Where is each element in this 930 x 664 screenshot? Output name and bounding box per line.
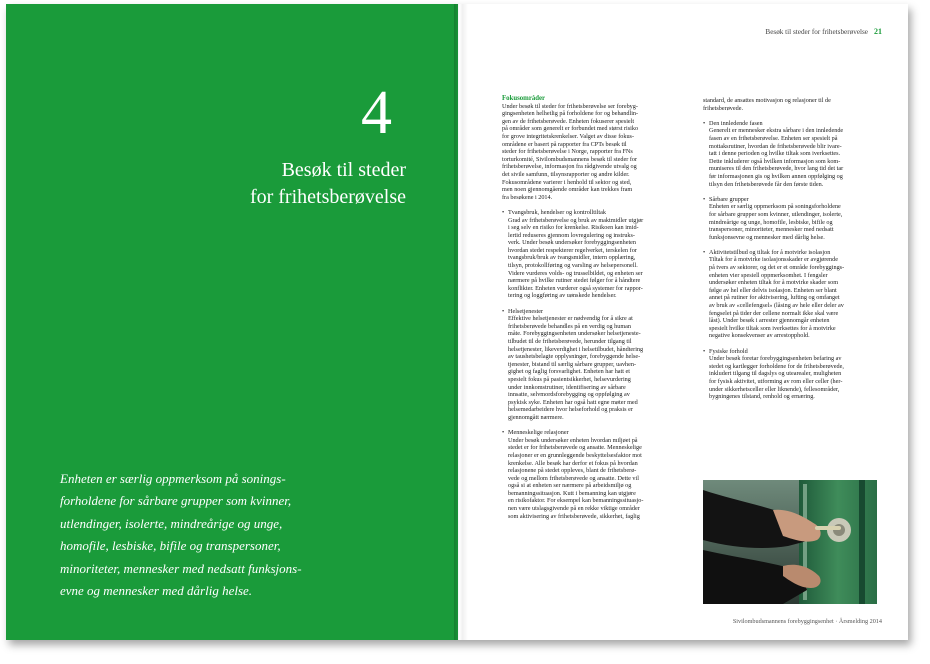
chapter-title-line: for frihetsberøvelse <box>249 186 406 208</box>
text-line: enheten vier spesiell oppmerksomhet. I fengsler <box>709 271 828 279</box>
pull-quote-line: minoriteter, mennesker med nedsatt funksjons- <box>60 560 302 576</box>
text-line: inkludert tilgang til dagslys og utearealer, muligheten <box>709 370 842 378</box>
text-line: spesielt hvilke tiltak som iverksettes for å motvirke <box>709 324 836 332</box>
text-line: funksjonsevne og mennesker med dårlig helse. <box>709 233 825 241</box>
text-line: undersøker enheten tiltak for å motvirke skader som <box>709 279 839 287</box>
text-line: psykisk syke. Enheten har også hatt egne møter med <box>508 398 638 406</box>
text-line: tvangsbruk/bruk av tvangsmidler, intern opplæring, <box>508 254 636 262</box>
text-line: det sivile samfunn, tilsynsrapporter og andre kilder. <box>502 170 630 178</box>
text-line: gighet og faglig forsvarlighet. Enheten har hatt et <box>508 368 630 376</box>
text-line: negative konsekvenser av arrestopphold. <box>709 332 810 340</box>
text-line: låst). Under besøk i arrester gjennomgår enheten <box>709 317 830 325</box>
pull-quote <box>60 468 360 602</box>
text-line: Effektive helsetjenester er nødvendig for å sikre at <box>508 315 633 323</box>
page-number: 21 <box>874 27 882 36</box>
text-line: en risikofaktor. For eksempel kan bemanningssituasjo- <box>508 497 644 505</box>
text-line: mottaksrutiner, hvordan de frihetsberøvede blir ivare- <box>709 142 842 150</box>
text-line: torturkomité, Sivilombudsmannens besøk til steder for <box>502 155 638 163</box>
text-line: for sårbare grupper som kvinner, utlendinger, isolerte, <box>709 210 843 218</box>
paragraph-gap <box>502 422 682 430</box>
pull-quote-line: homofile, lesbiske, bifile og transpersoner, <box>60 538 281 554</box>
text-line: som aktivisering av frihetsberøvede, sikkerhet, faglig <box>508 512 640 520</box>
text-line: fra besøkene i 2014. <box>502 193 553 201</box>
chapter-number: 4 <box>361 79 392 147</box>
text-line: verk. Under besøk undersøker forebyggingsenheten <box>508 239 637 247</box>
text-line: lertid reduseres gjennom lovregulering og instruks- <box>508 231 635 239</box>
text-line: for fysisk aktivitet, utforming av rom eller celler (her- <box>709 377 843 385</box>
text-line: helsemedarbeidere hvor helseforhold og praksis er <box>508 406 633 414</box>
text-line: relasjoner er en grunnleggende beskyttelsesfaktor mot <box>508 451 642 459</box>
photo-illustration <box>703 480 877 604</box>
text-line: stedet er for frihetsberøvede og ansatte. Menneskelige <box>508 444 642 452</box>
text-line: under sikkerhetsceller eller liknende), fellesområder, <box>709 385 840 393</box>
text-line: men noen gjennomgående områder kan trekkes fram <box>502 186 633 194</box>
paragraph-gap <box>703 241 883 249</box>
chapter-title-line: Besøk til steder <box>281 159 406 181</box>
text-column-2 <box>703 97 883 401</box>
paragraph-gap <box>703 112 883 120</box>
text-line: frihetsberøvede behandles på en verdig og human <box>508 322 632 330</box>
pull-quote-line: Enheten er særlig oppmerksom på sonings- <box>60 471 286 486</box>
chapter-title <box>106 157 406 211</box>
photo-hand-unlocking-cell-door-icon <box>703 480 877 604</box>
page-footer: Sivilombudsmannens forebyggingsenhet · Årsmelding 2014 <box>732 618 882 625</box>
text-line: frihetsberøvelse, informasjon fra rådgivende utvalg og <box>502 163 637 171</box>
text-line: muniseres til den frihetsberøvede, hvor lang tid det tar <box>709 165 844 173</box>
text-line: innsatte, selvmordsforebygging og oppfølging av <box>508 391 630 399</box>
bullet-heading: • Den innledende fasen <box>703 120 883 128</box>
text-line: gen av de frihetsberøvede. Enheten fokuserer spesielt <box>502 117 635 125</box>
text-line: Videre vurderes volds- og trusselbildet, og enheten ser <box>508 269 643 277</box>
running-head <box>765 27 882 36</box>
text-line: hvordan stedet respekterer regelverket, terskelen for <box>508 246 637 254</box>
text-line: vede og mellom frihetsberøvede og ansatte. Dette vil <box>508 474 639 482</box>
text-line: standard, de ansattes motivasjon og relasjoner til de <box>703 97 831 104</box>
text-line: Under besøk undersøker enheten hvordan miljøet på <box>508 436 638 444</box>
text-line: tilsyn den frihetsberøvede får den første tiden. <box>709 180 824 188</box>
text-line: mindreårige og unge, homofile, lesbiske, bifile og <box>709 218 833 226</box>
bullet-heading: • Aktivitetstilbud og tiltak for å motvirke isolasjon <box>703 249 883 257</box>
text-line: annet på rutiner for aktivisering, lufting og omfanget <box>709 294 840 302</box>
text-line: Fokusområdene varierer i henhold til sektor og sted, <box>502 178 632 186</box>
section-heading: Fokusområder <box>502 95 546 102</box>
text-line: konflikter. Enheten vurderer også systemer for rappor- <box>508 284 643 292</box>
text-line: fengselet på tider der cellene normalt ikke skal være <box>709 309 839 317</box>
text-line: frihetsberøvede. <box>703 104 744 112</box>
bullet-heading: • Sårbare grupper <box>703 196 883 204</box>
text-line: transpersoner, minoriteter, mennesker med nedsatt <box>709 226 834 234</box>
text-line: tjenester, bistand til særlig sårbare grupper, uavhen- <box>508 360 637 368</box>
bullet-heading: • Fysiske forhold <box>703 348 883 356</box>
text-line: gjennomgått nærmere. <box>508 413 564 421</box>
bullet-heading: • Menneskelige relasjoner <box>502 429 682 437</box>
text-line: følge av hel eller delvis isolasjon. Enheten ser blant <box>709 286 837 294</box>
text-line: tilsyn, protokollføring og varsling av helsepersonell. <box>508 262 638 270</box>
text-line: områdene er basert på rapporter fra CPTs besøk til <box>502 140 627 148</box>
text-line: bemanningssituasjon. Kutt i bemanning kan utgjøre <box>508 489 636 497</box>
text-line: nen være utslagsgivende på en rekke viktige områder <box>508 505 640 513</box>
text-line: Enheten er særlig oppmerksom på soningsforholdene <box>709 203 841 211</box>
text-column-1 <box>502 95 682 520</box>
text-line: Dette inkluderer også hvilken informasjon som kom- <box>709 157 841 165</box>
text-line: bygningenes tilstand, renhold og ernæring. <box>709 393 815 401</box>
paragraph-gap <box>703 340 883 348</box>
text-line: måte. Forebyggingsenheten undersøker helsetjeneste- <box>508 330 641 338</box>
pull-quote-line: forholdene for sårbare grupper som kvinner, <box>60 493 292 509</box>
text-line: relasjonene på stedet oppleves, blant de frihetsberø- <box>508 467 637 475</box>
text-line: Under besøk foretar forebyggingsenheten befaring av <box>709 355 842 363</box>
text-line: nærmere på hvilke rutiner stedet følger for å håndtere <box>508 277 641 285</box>
paragraph-gap <box>703 188 883 196</box>
book-spread <box>6 4 908 640</box>
text-line: Generelt er mennesker ekstra sårbare i den innledende <box>709 127 844 135</box>
text-line: før informasjonen gis og hvilken annen oppfølging og <box>709 172 843 180</box>
pull-quote-line: utlendinger, isolerte, mindreårige og unge, <box>60 515 283 531</box>
text-line: under innkomstrutiner, identifisering av sårbare <box>508 383 626 391</box>
text-line: gingsenheten helhetlig på forholdene for og behandlin- <box>502 110 639 118</box>
text-line: fasen av en frihetsberøvelse. Enheten ser spesielt på <box>709 134 838 142</box>
text-line: Grad av frihetsberøvelse og bruk av maktmidler utgjør <box>508 216 644 224</box>
text-line: spesielt fokus på pasientsikkerhet, helsevurdering <box>508 375 631 383</box>
paragraph-gap <box>502 300 682 308</box>
text-line: tilbudet til de frihetsberøvede, herunder tilgang til <box>508 338 632 345</box>
text-line: tatt i denne perioden og hvilke tiltak som iverksettes. <box>709 150 841 158</box>
text-line: Tiltak for å motvirke isolasjonsskader er avgjørende <box>709 256 838 264</box>
pull-quote-line: evne og mennesker med dårlig helse. <box>60 583 253 599</box>
paragraph-gap <box>502 201 682 209</box>
right-page <box>458 4 908 640</box>
text-line: av bruk av «cellefengsel» (låsing av hele eller deler av <box>709 302 844 310</box>
text-line: steder for frihetsberøvelse i Norge, rapporter fra FNs <box>502 148 633 156</box>
text-line: tering og loggføring av uønskede hendelser. <box>508 292 617 300</box>
text-line: helsetjenester, likeverdighet i helsetilbudet, håndtering <box>508 345 644 353</box>
running-head-title: Besøk til steder for frihetsberøvelse <box>765 28 868 36</box>
left-page <box>6 4 458 640</box>
text-line: krenkelse. Alle besøk har derfor et fokus på hvordan <box>508 459 638 467</box>
bullet-heading: • Helsetjenester <box>502 308 682 316</box>
text-line: stedet og kartlegger forholdene for de frihetsberøvede, <box>709 362 844 370</box>
text-line: Under besøk til steder for frihetsberøvelse ser forebyg- <box>502 102 638 110</box>
text-line: på tvers av sektorer, og det er et område forebyggings- <box>709 264 845 272</box>
bullet-heading: • Tvangsbruk, hendelser og kontrolltiltak <box>502 209 682 217</box>
text-line: også si at enheten ser nærmere på arbeidsmiljø og <box>508 482 632 490</box>
text-line: for grove integritetskrenkelser. Valget av disse fokus- <box>502 132 635 140</box>
text-line: av taushetsbelagte opplysninger, forebyggende helse- <box>508 353 641 361</box>
text-line: i seg selv en risiko for krenkelse. Risikoen kan imid- <box>508 224 639 232</box>
text-line: på områder som generelt er forbundet med størst risiko <box>502 125 639 133</box>
